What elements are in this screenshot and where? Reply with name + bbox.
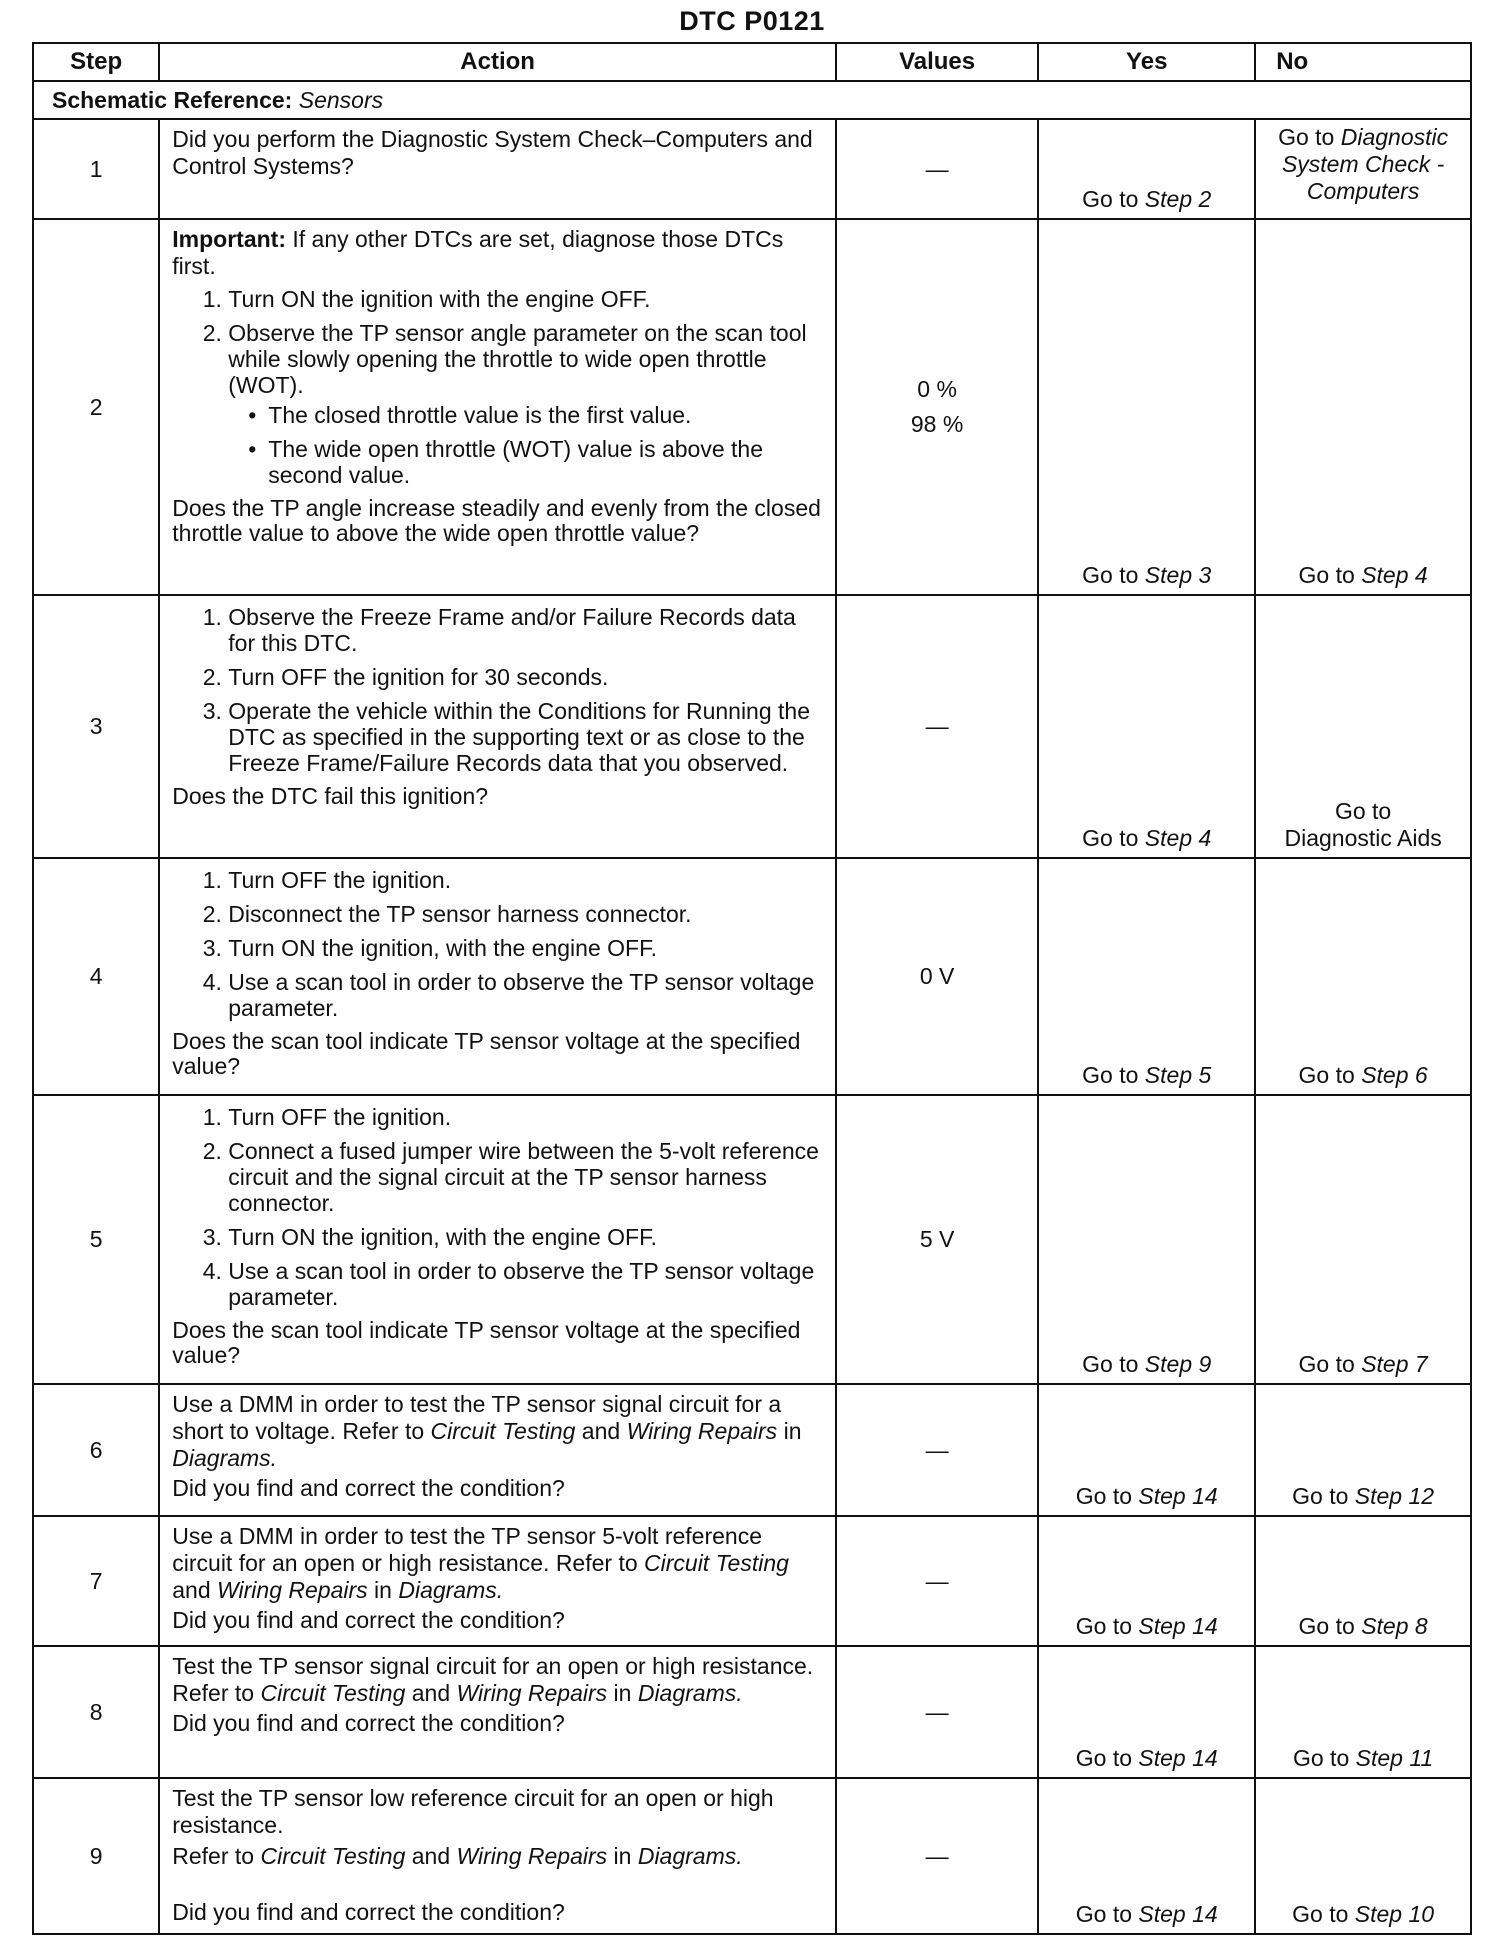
list-item: 1. Turn OFF the ignition.: [228, 1104, 825, 1130]
action-question: Did you find and correct the condition?: [172, 1475, 565, 1501]
table-row: [33, 858, 1471, 1095]
circuit-testing-ref: Circuit Testing: [430, 1418, 576, 1444]
action-text: [172, 1391, 825, 1472]
table-row: [33, 119, 1471, 219]
procedure-list: [172, 867, 825, 1021]
yes-cell: [1038, 1516, 1255, 1646]
go-to-text: Go to: [1082, 1351, 1139, 1377]
schematic-reference: [33, 81, 1471, 119]
list-item-text: Observe the TP sensor angle parameter on the scan tool while slowly opening the throttle to wide open throttle (WOT).: [228, 320, 807, 398]
action-question: Did you find and correct the condition?: [172, 1899, 565, 1925]
in-text: in: [613, 1843, 632, 1869]
list-item: 3. Turn ON the ignition, with the engine OFF.: [228, 935, 825, 961]
important-note: [172, 226, 825, 280]
action-question: Does the TP angle increase steadily and evenly from the closed throttle value to above the wide open throttle value?: [172, 495, 821, 546]
values-cell: —: [836, 1384, 1038, 1516]
step-number: 7: [33, 1516, 159, 1646]
action-question: Does the scan tool indicate TP sensor voltage at the specified value?: [172, 1317, 801, 1368]
action-cell: [159, 1384, 836, 1516]
yes-step-link[interactable]: Step 2: [1144, 186, 1212, 212]
in-text: in: [374, 1577, 392, 1603]
list-item: 4. Use a scan tool in order to observe the TP sensor voltage parameter.: [228, 1258, 825, 1310]
table-row: [33, 1384, 1471, 1516]
go-to-text: Go to: [1082, 562, 1139, 588]
in-text: in: [783, 1418, 802, 1444]
important-text: If any other DTCs are set, diagnose those DTCs first.: [172, 226, 784, 279]
refer-text: Refer to: [172, 1843, 255, 1869]
action-lead: Use a DMM in order to test the TP sensor: [172, 1523, 596, 1549]
no-step-link[interactable]: Step 6: [1361, 1062, 1428, 1088]
go-to-text: Go to: [1278, 124, 1335, 150]
no-cell: [1255, 119, 1471, 219]
and-text: and: [581, 1418, 621, 1444]
no-step-link[interactable]: Step 12: [1354, 1483, 1435, 1509]
wiring-repairs-ref: Wiring Repairs: [456, 1680, 608, 1706]
procedure-list: [172, 604, 825, 776]
schematic-value: Sensors: [298, 86, 384, 113]
list-item: 2. Disconnect the TP sensor harness connector.: [228, 901, 825, 927]
yes-cell: [1038, 119, 1255, 219]
list-item: 1. Turn OFF the ignition.: [228, 867, 825, 893]
action-question: Does the scan tool indicate TP sensor voltage at the specified value?: [172, 1028, 801, 1079]
bullet-list: [228, 402, 825, 488]
yes-cell: [1038, 595, 1255, 858]
yes-cell: [1038, 1384, 1255, 1516]
yes-cell: [1038, 1095, 1255, 1384]
values-cell: —: [836, 1646, 1038, 1778]
go-to-text: Go to: [1075, 1483, 1133, 1509]
header-step: Step: [33, 43, 159, 81]
diagrams-ref: Diagrams.: [172, 1445, 278, 1471]
step-number: 3: [33, 595, 159, 858]
wiring-repairs-ref: Wiring Repairs: [217, 1577, 368, 1603]
yes-step-link[interactable]: Step 4: [1144, 825, 1212, 851]
list-item: 1. Turn ON the ignition with the engine OFF.: [228, 286, 825, 312]
wiring-repairs-ref: Wiring Repairs: [626, 1418, 778, 1444]
table-row: [33, 1646, 1471, 1778]
go-to-text: Go to: [1075, 1613, 1133, 1639]
step-number: 1: [33, 119, 159, 219]
action-lead: Test the TP sensor low reference circuit for an open or high resistance.: [172, 1785, 774, 1838]
action-cell: [159, 1516, 836, 1646]
values-cell: —: [836, 595, 1038, 858]
action-tail: 5-volt reference circuit for an open or high resistance.: [172, 1523, 763, 1576]
refer-text: Refer to: [172, 1680, 255, 1706]
value-closed: 0 %: [917, 376, 957, 402]
step-number: 5: [33, 1095, 159, 1384]
no-cell: [1255, 219, 1471, 595]
action-cell: [159, 1095, 836, 1384]
and-text: and: [411, 1843, 451, 1869]
table-row: [33, 1778, 1471, 1934]
table-row: [33, 1095, 1471, 1384]
page-title: DTC P0121: [679, 6, 825, 36]
values-cell: —: [836, 119, 1038, 219]
list-item: 3. Turn ON the ignition, with the engine OFF.: [228, 1224, 825, 1250]
go-to-text: Go to: [1292, 1745, 1350, 1771]
header-row: [33, 43, 1471, 81]
no-step-link[interactable]: Diagnostic System Check - Computers: [1281, 124, 1449, 204]
table-row: [33, 219, 1471, 595]
step-number: 4: [33, 858, 159, 1095]
no-step-link[interactable]: Step 10: [1354, 1901, 1435, 1927]
no-step-link[interactable]: Step 8: [1361, 1613, 1428, 1639]
yes-step-link[interactable]: Step 14: [1138, 1901, 1218, 1927]
action-cell: [159, 1778, 836, 1934]
no-cell: [1255, 1095, 1471, 1384]
go-to-text: Go to: [1334, 798, 1392, 824]
and-text: and: [172, 1577, 211, 1603]
values-cell: 0 V: [836, 858, 1038, 1095]
list-item: 2. Connect a fused jumper wire between the 5-volt reference circuit and the signal circuit at the TP sensor harness connector.: [228, 1138, 825, 1216]
action-text: Did you perform the Diagnostic System Check–Computers and Control Systems?: [172, 126, 813, 179]
diagnostic-table: [32, 42, 1472, 1935]
no-cell: [1255, 1646, 1471, 1778]
no-cell: [1255, 1516, 1471, 1646]
bullet-item: • The wide open throttle (WOT) value is above the second value.: [268, 436, 825, 488]
and-text: and: [411, 1680, 451, 1706]
diagrams-ref: Diagrams.: [637, 1680, 743, 1706]
yes-step-link[interactable]: Step 14: [1138, 1483, 1218, 1509]
go-to-text: Go to: [1075, 1901, 1133, 1927]
list-item: [228, 320, 825, 488]
list-item: 1. Observe the Freeze Frame and/or Failure Records data for this DTC.: [228, 604, 825, 656]
values-cell: 5 V: [836, 1095, 1038, 1384]
header-no: No: [1255, 43, 1471, 81]
no-cell: [1255, 1778, 1471, 1934]
list-item: 2. Turn OFF the ignition for 30 seconds.: [228, 664, 825, 690]
bullet-item: • The closed throttle value is the first value.: [268, 402, 825, 428]
go-to-text: Go to: [1298, 1062, 1355, 1088]
yes-step-link[interactable]: Step 5: [1144, 1062, 1212, 1088]
header-yes: Yes: [1038, 43, 1255, 81]
go-to-text: Go to: [1298, 1613, 1355, 1639]
refer-text: Refer to: [342, 1418, 425, 1444]
go-to-text: Go to: [1298, 562, 1355, 588]
action-cell: [159, 595, 836, 858]
action-cell: [159, 858, 836, 1095]
header-values: Values: [836, 43, 1038, 81]
circuit-testing-ref: Circuit Testing: [260, 1680, 406, 1706]
go-to-text: Go to: [1075, 1745, 1133, 1771]
step-number: 9: [33, 1778, 159, 1934]
wiring-repairs-ref: Wiring Repairs: [456, 1843, 608, 1869]
yes-cell: [1038, 1646, 1255, 1778]
no-step-link[interactable]: Step 11: [1355, 1745, 1434, 1771]
values-cell: —: [836, 1778, 1038, 1934]
action-cell: [159, 1646, 836, 1778]
go-to-text: Go to: [1298, 1351, 1355, 1377]
action-question: Does the DTC fail this ignition?: [172, 783, 489, 809]
values-cell: —: [836, 1516, 1038, 1646]
important-label: Important:: [172, 226, 286, 252]
go-to-text: Go to: [1292, 1901, 1349, 1927]
value-wot: 98 %: [910, 411, 964, 437]
circuit-testing-ref: Circuit Testing: [260, 1843, 406, 1869]
yes-step-link[interactable]: Step 14: [1138, 1745, 1218, 1771]
go-to-text: Go to: [1082, 1062, 1139, 1088]
diagrams-ref: Diagrams.: [398, 1577, 504, 1603]
no-cell: [1255, 595, 1471, 858]
go-to-text: Go to: [1082, 186, 1139, 212]
in-text: in: [613, 1680, 632, 1706]
action-text: [172, 1843, 825, 1870]
no-cell: [1255, 1384, 1471, 1516]
go-to-text: Go to: [1292, 1483, 1349, 1509]
action-question: Did you find and correct the condition?: [172, 1710, 565, 1736]
procedure-list: [172, 286, 825, 488]
action-lead: Test the TP sensor signal circuit for an open or high resistance.: [172, 1653, 814, 1679]
circuit-testing-ref: Circuit Testing: [644, 1550, 789, 1576]
no-cell: [1255, 858, 1471, 1095]
action-cell: [159, 119, 836, 219]
action-text: [172, 1523, 825, 1604]
header-action: Action: [159, 43, 836, 81]
go-to-text: Go to: [1082, 825, 1139, 851]
action-lead: Use a DMM in order to test the TP sensor: [172, 1391, 596, 1417]
action-tail: signal circuit for a short to voltage.: [172, 1391, 782, 1444]
refer-text: Refer to: [555, 1550, 638, 1576]
table-row: [33, 1516, 1471, 1646]
list-item: 3. Operate the vehicle within the Conditions for Running the DTC as specified in the supporting text or as close to the Freeze Frame/Failure Records data that you observed.: [228, 698, 825, 776]
yes-cell: [1038, 858, 1255, 1095]
table-row: [33, 595, 1471, 858]
schematic-reference-row: [33, 81, 1471, 119]
diagrams-ref: Diagrams.: [637, 1843, 743, 1869]
action-cell: [159, 219, 836, 595]
list-item: 4. Use a scan tool in order to observe the TP sensor voltage parameter.: [228, 969, 825, 1021]
yes-step-link[interactable]: Step 3: [1144, 562, 1212, 588]
yes-step-link[interactable]: Step 9: [1144, 1351, 1212, 1377]
action-question: Did you find and correct the condition?: [172, 1607, 565, 1633]
no-step-link[interactable]: Diagnostic Aids: [1284, 825, 1442, 851]
yes-step-link[interactable]: Step 14: [1138, 1613, 1218, 1639]
step-number: 6: [33, 1384, 159, 1516]
yes-cell: [1038, 1778, 1255, 1934]
step-number: 8: [33, 1646, 159, 1778]
procedure-list: [172, 1104, 825, 1310]
no-step-link[interactable]: Step 4: [1361, 562, 1428, 588]
step-number: 2: [33, 219, 159, 595]
values-cell: [836, 219, 1038, 595]
action-text: [172, 1653, 825, 1707]
schematic-label: Schematic Reference:: [52, 86, 293, 113]
yes-cell: [1038, 219, 1255, 595]
no-step-link[interactable]: Step 7: [1361, 1351, 1428, 1377]
